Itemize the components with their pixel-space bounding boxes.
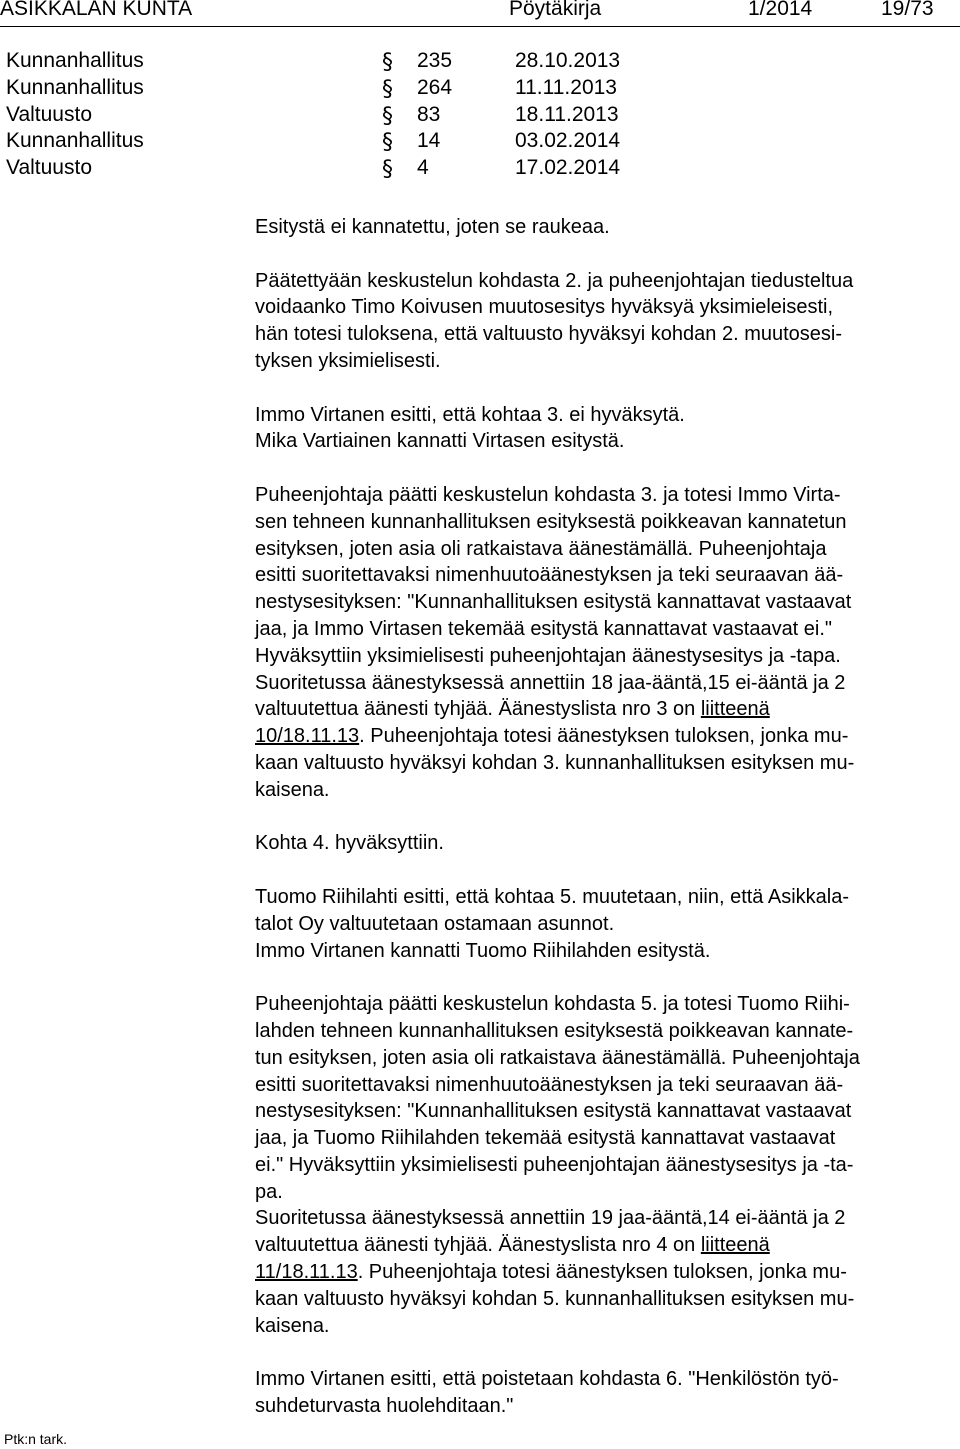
- page-header: [0, 0, 960, 27]
- svg-text:§: §: [382, 157, 393, 182]
- paragraph-item-3-vote: [255, 482, 955, 804]
- minutes-checker-note: Ptk:n tark.: [4, 1431, 68, 1447]
- text-line: [255, 696, 955, 723]
- text-line: lahden tehneen kunnanhallituksen esityksestä poikkeavan kannate-: [255, 1019, 854, 1042]
- history-date: 28.10.2013: [515, 49, 621, 72]
- attachment-link[interactable]: liitteenä: [700, 1234, 770, 1257]
- paragraph-item-2-decision: [255, 268, 955, 375]
- text-line: Suoritetussa äänestyksessä annettiin 19 jaa-ääntä,14 ei-ääntä ja 2: [255, 1207, 846, 1230]
- text-segment: valtuutettua äänesti tyhjää. Äänestyslista nro 3 on: [255, 698, 701, 721]
- text-line: [255, 1259, 955, 1286]
- history-number: 4: [417, 156, 429, 180]
- text-line: hän totesi tuloksena, että valtuusto hyväksyi kohdan 2. muutosesi-: [255, 323, 843, 346]
- text-line: Immo Virtanen esitti, että kohtaa 3. ei hyväksytä.: [255, 403, 685, 426]
- history-body: Kunnanhallitus: [6, 75, 144, 99]
- attachment-link[interactable]: 10/18.11.13: [255, 725, 360, 748]
- history-date: 03.02.2014: [515, 129, 621, 153]
- paragraph-item-6-proposal: [255, 1366, 955, 1420]
- text-line: Kohta 4. hyväksyttiin.: [255, 832, 444, 855]
- text-line: Suoritetussa äänestyksessä annettiin 18 jaa-ääntä,15 ei-ääntä ja 2: [255, 671, 846, 694]
- paragraph-item-5-proposal: [255, 884, 955, 964]
- text-line: Immo Virtanen kannatti Tuomo Riihilahden esitystä.: [255, 939, 711, 962]
- history-body: Kunnanhallitus: [6, 49, 144, 72]
- document-issue: 1/2014: [748, 0, 813, 20]
- svg-text:§: §: [382, 103, 393, 128]
- text-line: nestysesityksen: "Kunnanhallituksen esitystä kannattavat vastaavat: [255, 1100, 852, 1123]
- paragraph-item-3-proposal: [255, 402, 955, 456]
- history-body: Valtuusto: [6, 156, 92, 180]
- history-date: 18.11.2013: [515, 102, 619, 126]
- text-line: tun esityksen, joten asia oli ratkaistava äänestämällä. Puheenjohtaja: [255, 1046, 860, 1069]
- text-line: esitti suoritettavaksi nimenhuutoäänestyksen ja teki seuraavan ää-: [255, 564, 844, 587]
- text-line: suhdeturvasta huolehditaan.": [255, 1395, 514, 1418]
- document-type: Pöytäkirja: [509, 0, 602, 20]
- text-line: kaisena.: [255, 778, 330, 801]
- text-line: sen tehneen kunnanhallituksen esityksestä poikkeavan kannatetun: [255, 510, 847, 533]
- attachment-link[interactable]: 11/18.11.13: [255, 1261, 358, 1284]
- text-line: kaan valtuusto hyväksyi kohdan 3. kunnanhallituksen esityksen mu-: [255, 751, 855, 774]
- text-line: Puheenjohtaja päätti keskustelun kohdasta 3. ja totesi Immo Virta-: [255, 483, 841, 506]
- history-body: Valtuusto: [6, 102, 92, 126]
- history-date: 11.11.2013: [515, 75, 617, 99]
- text-line: kaan valtuusto hyväksyi kohdan 5. kunnanhallituksen esityksen mu-: [255, 1287, 855, 1310]
- text-line: Päätettyään keskustelun kohdasta 2. ja puheenjohtajan tiedusteltua: [255, 269, 854, 292]
- history-body: Kunnanhallitus: [6, 129, 144, 153]
- svg-text:§: §: [382, 50, 393, 74]
- history-number: 14: [417, 129, 441, 153]
- text-line: pa.: [255, 1180, 283, 1203]
- text-line: tyksen yksimielisesti.: [255, 349, 441, 372]
- text-line: nestysesityksen: "Kunnanhallituksen esitystä kannattavat vastaavat: [255, 591, 852, 614]
- text-line: Puheenjohtaja päätti keskustelun kohdasta 5. ja totesi Tuomo Riihi-: [255, 993, 850, 1016]
- text-line: jaa, ja Immo Virtasen tekemää esitystä kannattavat vastaavat ei.": [255, 617, 833, 640]
- text-line: ei." Hyväksyttiin yksimielisesti puheenjohtajan äänestysesitys ja -ta-: [255, 1153, 854, 1176]
- history-number: 83: [417, 102, 441, 126]
- paragraph-item-4: [255, 830, 955, 857]
- text-line: kaisena.: [255, 1314, 330, 1337]
- section-sign-icon: [382, 155, 396, 189]
- text-line: voidaanko Timo Koivusen muutosesitys hyväksyä yksimieleisesti,: [255, 296, 834, 319]
- text-line: Tuomo Riihilahti esitti, että kohtaa 5. muutetaan, niin, että Asikkala-: [255, 885, 850, 908]
- minutes-body: [255, 214, 955, 1420]
- text-line: Mika Vartiainen kannatti Virtasen esitystä.: [255, 430, 625, 453]
- history-number: 264: [417, 75, 453, 99]
- text-segment: . Puheenjohtaja totesi äänestyksen tuloksen, jonka mu-: [359, 725, 849, 748]
- text-line: jaa, ja Tuomo Riihilahden tekemää esitystä kannattavat vastaavat: [255, 1127, 836, 1150]
- text-line: Immo Virtanen esitti, että poistetaan kohdasta 6. "Henkilöstön työ-: [255, 1368, 839, 1391]
- text-segment: . Puheenjohtaja totesi äänestyksen tuloksen, jonka mu-: [357, 1261, 847, 1284]
- text-line: talot Oy valtuutetaan ostamaan asunnot.: [255, 912, 615, 935]
- text-line: esitti suoritettavaksi nimenhuutoäänestyksen ja teki seuraavan ää-: [255, 1073, 844, 1096]
- svg-text:§: §: [382, 76, 393, 101]
- history-number: 235: [417, 49, 453, 72]
- text-line: Esitystä ei kannatettu, joten se raukeaa.: [255, 216, 610, 238]
- svg-text:§: §: [382, 130, 393, 155]
- text-line: Hyväksyttiin yksimielisesti puheenjohtajan äänestysesitys ja -tapa.: [255, 644, 841, 667]
- text-line: [255, 723, 955, 750]
- history-date: 17.02.2014: [515, 156, 621, 180]
- attachment-link[interactable]: liitteenä: [700, 698, 770, 721]
- paragraph-item-5-vote: [255, 991, 955, 1339]
- text-line: esityksen, joten asia oli ratkaistava äänestämällä. Puheenjohtaja: [255, 537, 827, 560]
- text-line: [255, 1232, 955, 1259]
- paragraph-proposal-lapsed: [255, 214, 955, 241]
- page-number: 19/73: [881, 0, 934, 20]
- text-segment: valtuutettua äänesti tyhjää. Äänestyslista nro 4 on: [255, 1234, 701, 1257]
- municipality-name: ASIKKALAN KUNTA: [0, 0, 193, 20]
